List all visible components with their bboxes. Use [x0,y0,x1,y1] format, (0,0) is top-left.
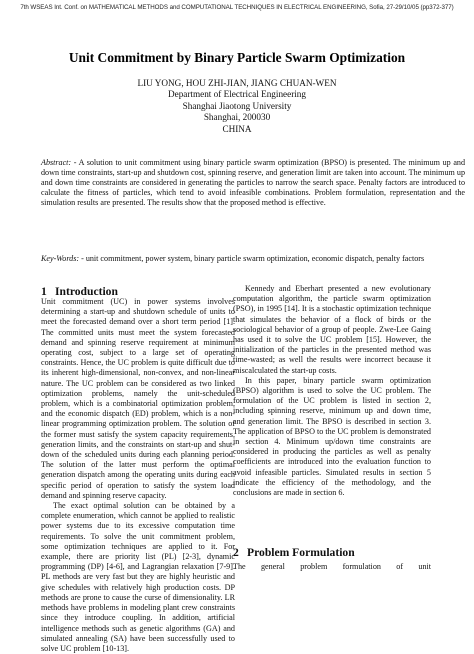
problem-formulation-text [233,562,431,572]
section-title: Introduction [55,285,118,298]
abstract-text: A solution to unit commitment using binary particle swarm optimization (BPSO) is presented. The minimum up and down time constraints, start-up and shutdown cost, spinning reserve, and generation limit are taken into account. The minimum up and down time constraints are considered in generating the particles to narrow the search space. Penalty factors are introduced to calculate the fitness of particles, which tend to avoid infeasible combinations. Problem formulation, representation and the simulation results are presented. The results show that the proposed method is effective. [41,158,466,208]
word: unit [418,562,431,571]
word: problem [300,562,328,571]
paper-title: Unit Commitment by Binary Particle Swarm Optimization [68,50,406,65]
word: The [233,562,246,571]
running-header: 7th WSEAS Int. Conf. on MATHEMATICAL METHODS and COMPUTATIONAL TECHNIQUES IN ELECTRICAL ENGINEERING, Sofia, 27-29/10/05 (pp372-377) [20,4,454,11]
section-number: 1 [41,285,47,298]
author-block [0,78,474,135]
intro-paragraph-2: The exact optimal solution can be obtained by a complete enumeration, which cannot be applied to realistic power systems due to its excessive computation time requirements. To solve the unit commitment problem, some optimization techniques are applied to it. For example, there are priority list (PL) [2-3], dynamic programming (DP) [4-6], and Lagrangian relaxation [7-9]. PL methods are very fast but they are highly heuristic and give schedules with relatively high production costs. DP methods are prone to cause the curse of dimensionality. LR methods have problems in modeling plant crew constraints since they introduce coupling. In addition, artificial intelligence methods such as genetic algorithms (GA) and simulated annealing (SA) have been successfully used to solve UC problem [10-13]. [41,501,235,653]
word: of [396,562,404,571]
keywords-text: unit commitment, power system, binary particle swarm optimization, economic dispatch, penalty factors [83,254,425,263]
intro-paragraph-1: Unit commitment (UC) in power systems involves determining a start-up and shutdown schedule of units to meet the forecasted demand over a short term period [1]. The committed units must meet the system forecasted demand and spinning reserve requirement at minimum operating cost, subject to a large set of operating constraints. Hence, the UC problem is quite difficult due to its inherent high-dimensional, non-convex, and non-linear nature. The UC problem can be considered as two linked optimization problems, namely the unit-scheduled problem, which is a combinatorial optimization problem, and the economic dispatch (ED) problem, which is a non-linear programming optimization problem. The solution of the former must satisfy the system capacity requirements, generation limits, and the constraints on start-up and shut-down of the scheduled units during each planning period. The solution of the latter must perform the optimal generation dispatch among the operating units during each specific period of operation to satisfy the system load demand and spinning reserve capacity. [41,297,235,500]
section-title: Problem Formulation [247,546,355,559]
word: general [260,562,285,571]
intro-paragraph-4: In this paper, binary particle swarm optimization (BPSO) algorithm is used to solve the UC problem. The formulation of the UC problem is listed in section 2, including spinning reserve, minimum up and down time, and generation limit. The BPSO is described in section 3. The application of BPSO to the UC problem is demonstrated in section 4. Minimum up/down time constraints are considered in producing the particles as well as penalty coefficients are introduced into the evaluation function to avoid infeasible particles. Simulated results in section 5 indicate the efficiency of the methodology, and the conclusions are made in section 6. [233,375,431,498]
left-column [41,297,235,654]
word: formulation [342,562,381,571]
section-number: 2 [233,546,239,559]
affiliation-country: CHINA [222,123,252,134]
abstract [41,158,465,208]
keywords-label: Key-Words: - [41,254,84,263]
affiliation-city: Shanghai, 200030 [203,112,271,123]
intro-paragraph-3: Kennedy and Eberhart presented a new evolutionary computation algorithm, the particle swarm optimization (PSO), in 1995 [14]. It is a stochastic optimization technique that simulates the behavior of a flock of birds or the sociological behavior of a group of people. Zwe-Lee Gaing has used it to solve the UC problem [15]. However, the initialization of the particles in the presented method was time-wasted; as well the results were incorrect because it miscalculated the start-up costs. [233,284,431,375]
section-heading-problem-formulation [233,546,355,559]
problem-first-line [233,562,431,572]
abstract-label: Abstract: - [41,158,77,167]
right-column [233,284,431,498]
author-names: LIU YONG, HOU ZHI-JIAN, JIANG CHUAN-WEN [137,78,337,88]
affiliation-university: Shanghai Jiaotong University [182,100,292,111]
affiliation-department: Department of Electrical Engineering [167,89,306,100]
keywords [41,254,465,264]
